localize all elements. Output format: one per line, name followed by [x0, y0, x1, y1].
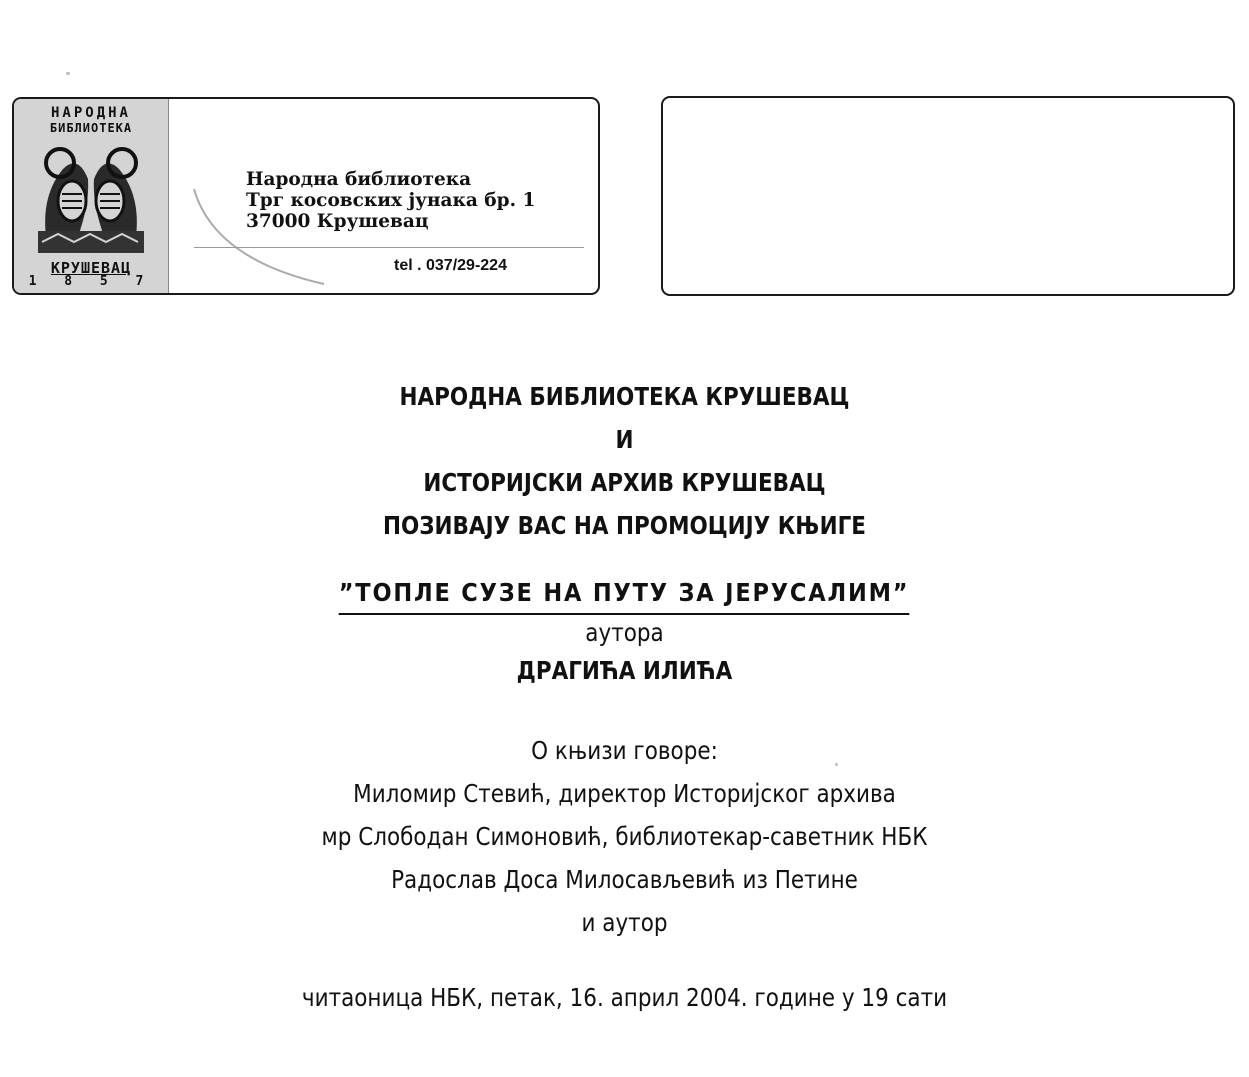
logo-top-text: НАРОДНА — [50, 105, 131, 121]
speaker-line: и аутор — [581, 908, 668, 937]
logo-top-text: БИБЛИОТЕКА — [49, 121, 133, 135]
telephone: tel . 037/29-224 — [394, 257, 507, 274]
library-logo — [14, 99, 169, 293]
logo-city-text: КРУШЕВАЦ — [50, 259, 132, 277]
by-label: аутора — [585, 618, 664, 647]
scan-speck — [66, 72, 70, 75]
organizer-line: ИСТОРИЈСКИ АРХИВ КРУШЕВАЦ — [423, 468, 826, 497]
author-name: ДРАГИЋА ИЛИЋА — [516, 656, 733, 685]
address-city: 37000 Крушевац — [246, 211, 429, 232]
logo-year-text: 1 8 5 7 — [28, 274, 154, 289]
divider — [194, 247, 584, 248]
speaker-line: Миломир Стевић, директор Историјског архива — [353, 779, 896, 808]
decorative-figures-icon — [28, 139, 154, 257]
address-street: Трг косовских јунака бр. 1 — [246, 190, 536, 211]
invite-line: ПОЗИВАЈУ ВАС НА ПРОМОЦИЈУ КЊИГЕ — [383, 511, 866, 540]
speaker-line: Радослав Доса Милосављевић из Петине — [391, 865, 858, 894]
invitation-text — [0, 375, 1249, 1018]
speakers-intro: О књизи говоре: — [531, 736, 718, 765]
library-address — [246, 169, 535, 232]
speakers-section — [0, 729, 1249, 944]
recipient-address-box — [661, 96, 1235, 296]
book-title: ”ТОПЛЕ СУЗЕ НА ПУТУ ЗА ЈЕРУСАЛИМ” — [339, 573, 910, 615]
address-name: Народна библиотека — [246, 169, 472, 190]
conjunction-line: И — [615, 425, 634, 454]
speaker-line: мр Слободан Симоновић, библиотекар-саветник НБК — [321, 822, 928, 851]
venue-line: читаоница НБК, петак, 16. април 2004. године у 19 сати — [301, 983, 948, 1012]
organizer-line: НАРОДНА БИБЛИОТЕКА КРУШЕВАЦ — [399, 382, 850, 411]
letterhead-box — [12, 97, 600, 295]
